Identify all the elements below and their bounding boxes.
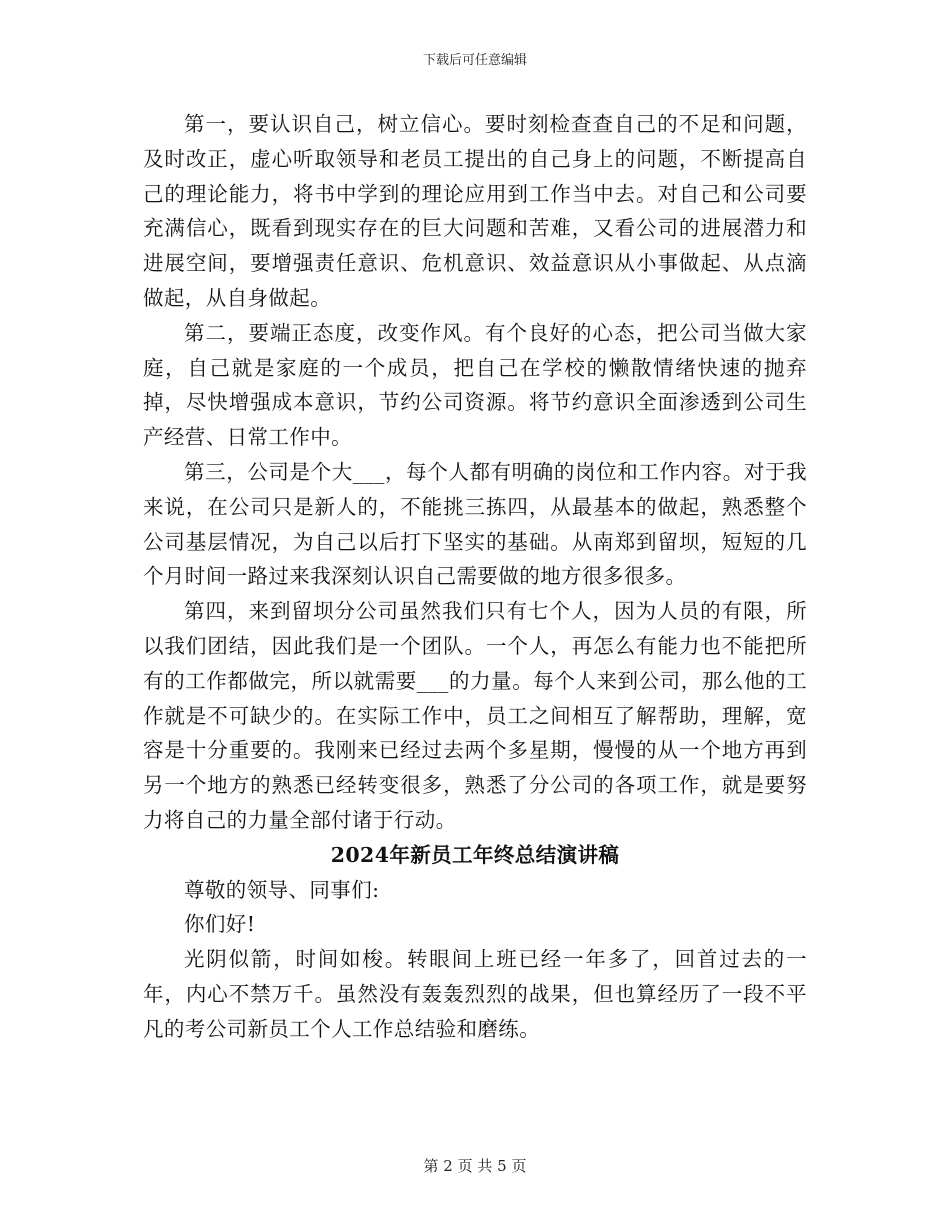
page-number: 第 2 页 共 5 页 xyxy=(423,1157,527,1175)
paragraph-4: 第四，来到留坝分公司虽然我们只有七个人，因为人员的有限，所以我们团结，因此我们是一个团队。一个人，再怎么有能力也不能把所有的工作都做完，所以就需要___的力量。每个人来到公司，那么他的工作就是不可缺少的。在实际工作中，员工之间相互了解帮助，理解，宽容是十分重要的。我刚来已经过去两个多星期，慢慢的从一个地方再到另一个地方的熟悉已经转变很多，熟悉了分公司的各项工作，就是要努力将自己的力量全部付诸于行动。 xyxy=(143,599,807,832)
document-body xyxy=(143,107,807,1047)
paragraph-2: 第二，要端正态度，改变作风。有个良好的心态，把公司当做大家庭，自己就是家庭的一个成员，把自己在学校的懒散情绪快速的抛弃掉，尽快增强成本意识，节约公司资源。将节约意识全面渗透到公司生产经营、日常工作中。 xyxy=(143,320,807,450)
page-header: 下载后可任意编辑 xyxy=(422,53,527,68)
paragraph-1: 第一，要认识自己，树立信心。要时刻检查查自己的不足和问题，及时改正，虚心听取领导和老员工提出的自己身上的问题，不断提高自己的理论能力，将书中学到的理论应用到工作当中去。对自己和公司要充满信心，既看到现实存在的巨大问题和苦难，又看公司的进展潜力和进展空间，要增强责任意识、危机意识、效益意识从小事做起、从点滴做起，从自身做起。 xyxy=(143,112,807,310)
greeting: 你们好! xyxy=(184,912,256,937)
paragraph-3: 第三，公司是个大___，每个人都有明确的岗位和工作内容。对于我来说，在公司只是新人的，不能挑三拣四，从最基本的做起，熟悉整个公司基层情况，为自己以后打下坚实的基础。从南郑到留坝，短短的几个月时间一路过来我深刻认识自己需要做的地方很多很多。 xyxy=(143,459,807,589)
section-title: 2024年新员工年终总结演讲稿 xyxy=(330,842,620,867)
paragraph-opening: 光阴似箭，时间如梭。转眼间上班已经一年多了，回首过去的一年，内心不禁万千。虽然没有轰轰烈烈的战果，但也算经历了一段不平凡的考公司新员工个人工作总结验和磨练。 xyxy=(143,947,807,1041)
salutation: 尊敬的领导、同事们: xyxy=(184,877,380,902)
